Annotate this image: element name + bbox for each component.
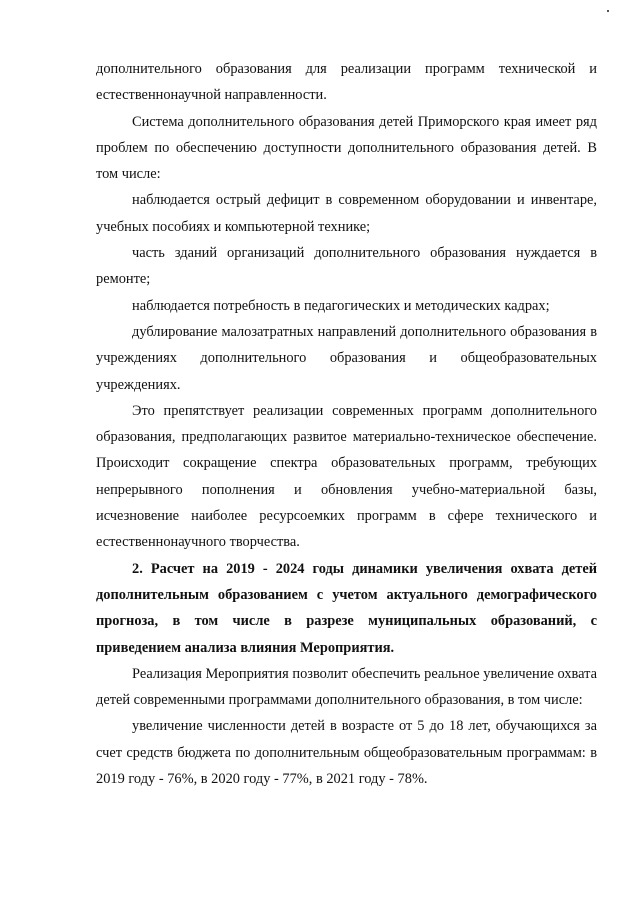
section-heading-2: 2. Расчет на 2019 - 2024 годы динамики увеличения охвата детей дополнительным образованием с учетом актуального демографического прогноза, в том числе в разрезе муниципальных образований, с приведением анализа влияния Мероприятия. (96, 560, 597, 656)
paragraph-system-problems: Система дополнительного образования детей Приморского края имеет ряд проблем по обеспечению доступности дополнительного образования детей. В том числе: (96, 113, 597, 183)
list-item-duplication: дублирование малозатратных направлений дополнительного образования в учреждениях дополнительного образования и общеобразовательных учреждениях. (96, 323, 597, 393)
body-text (96, 56, 597, 792)
list-item-building-repair: часть зданий организаций дополнительного образования нуждается в ремонте; (96, 245, 597, 288)
list-item-staff-need: наблюдается потребность в педагогических и методических кадрах; (132, 297, 550, 314)
paragraph-consequences: Это препятствует реализации современных программ дополнительного образования, предполагающих развитое материально-техническое обеспечение. Происходит сокращение спектра образовательных программ, требующих непрерывного пополнения и обновления учебно-материальной базы, исчезновение наиболее ресурсоемких программ в сфере технического и естественнонаучного творчества. (96, 402, 597, 551)
list-item-equipment-deficit: наблюдается острый дефицит в современном оборудовании и инвентаре, учебных пособиях и компьютерной технике; (96, 192, 597, 235)
list-item-enrollment-increase: увеличение численности детей в возрасте от 5 до 18 лет, обучающихся за счет средств бюджета по дополнительным общеобразовательным программам: в 2019 году - 76%, в 2020 году - 77%, в 2021 году - 78%. (96, 718, 597, 788)
corner-mark (607, 10, 609, 12)
paragraph-continuation: дополнительного образования для реализации программ технической и естественнонаучной направленности. (96, 61, 597, 104)
paragraph-implementation: Реализация Мероприятия позволит обеспечить реальное увеличение охвата детей современными программами дополнительного образования, в том числе: (96, 665, 597, 709)
